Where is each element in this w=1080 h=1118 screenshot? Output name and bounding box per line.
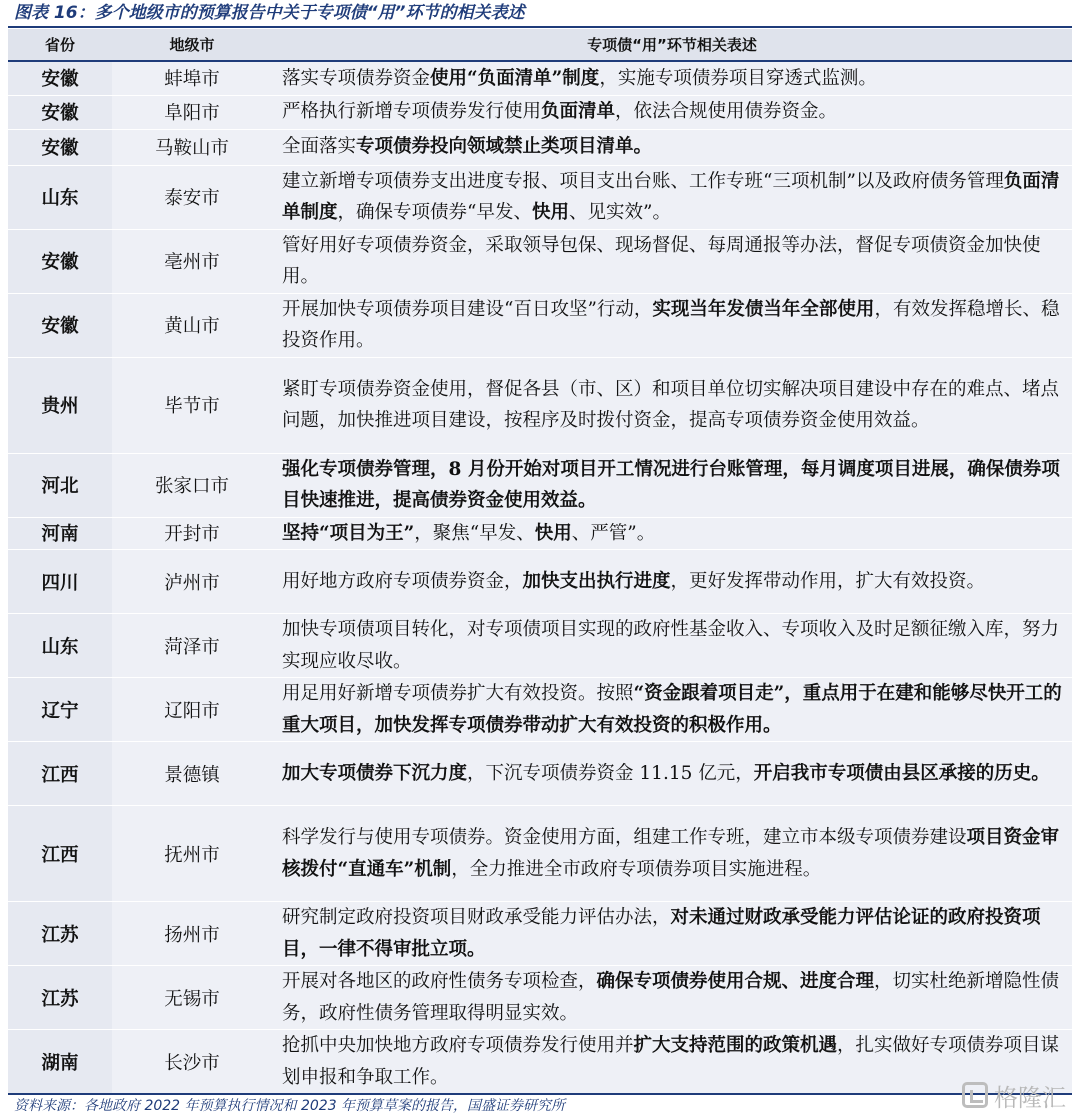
city-cell: 泸州市 — [112, 550, 272, 614]
description-cell — [272, 678, 1072, 742]
province-cell: 四川 — [8, 550, 112, 614]
description-bold-segment: 确保专项债券使用合规、进度合理 — [596, 971, 875, 992]
description-segment: 开展对各地区的政府性债务专项检查， — [282, 971, 597, 992]
city-cell: 泰安市 — [112, 165, 272, 229]
table-row — [8, 550, 1072, 614]
province-cell: 河北 — [8, 453, 112, 517]
city-cell: 开封市 — [112, 517, 272, 550]
header-province: 省份 — [8, 29, 112, 61]
description-bold-segment: 负面清单 — [541, 101, 616, 123]
table-row — [8, 678, 1072, 742]
city-cell: 张家口市 — [112, 453, 272, 517]
description-cell — [272, 357, 1072, 453]
description-bold-segment: 使用“负面清单”制度 — [430, 67, 600, 89]
table-row — [8, 229, 1072, 293]
description-segment: 落实专项债券资金 — [282, 67, 431, 89]
description-segment: 、见实效”。 — [569, 202, 671, 223]
description-cell — [272, 966, 1072, 1030]
city-cell: 长沙市 — [112, 1030, 272, 1095]
description-segment: ，有效发挥稳增长、稳投资作用。 — [282, 298, 1060, 351]
description-segment: 抢抓中央加快地方政府专项债券发行使用并 — [282, 1035, 634, 1056]
table-row — [8, 614, 1072, 678]
description-segment: ，扎实做好专项债券项目谋划申报和争取工作。 — [282, 1035, 1060, 1088]
description-bold-segment: 扩大支持范围的政策机遇 — [633, 1035, 838, 1056]
table-row — [8, 165, 1072, 229]
description-cell — [272, 614, 1072, 678]
description-segment: 紧盯专项债券资金使用，督促各县（市、区）和项目单位切实解决项目建设中存在的难点、堵点问题，加快推进项目建设，按程序及时拨付资金，提高专项债券资金使用效益。 — [282, 378, 1060, 431]
description-cell — [272, 95, 1072, 129]
description-bold-segment: 负面清单制度 — [282, 170, 1060, 223]
city-cell: 抚州市 — [112, 806, 272, 902]
table-row — [8, 61, 1072, 95]
description-cell — [272, 517, 1072, 550]
description-cell — [272, 453, 1072, 517]
description-cell — [272, 165, 1072, 229]
description-segment: ，实施专项债券项目穿透式监测。 — [599, 67, 877, 89]
header-description: 专项债“用”环节相关表述 — [272, 29, 1072, 61]
province-cell: 河南 — [8, 517, 112, 550]
province-cell: 江西 — [8, 742, 112, 806]
province-cell: 贵州 — [8, 357, 112, 453]
description-segment: ，全力推进全市政府专项债券项目实施进程。 — [451, 858, 822, 880]
description-bold-segment: 实现当年发债当年全部使用 — [652, 298, 875, 320]
description-segment: ，更好发挥带动作用，扩大有效投资。 — [670, 570, 986, 592]
description-segment: 、严管”。 — [571, 522, 656, 544]
city-cell: 扬州市 — [112, 902, 272, 966]
description-segment: 研究制定政府投资项目财政承受能力评估办法， — [282, 907, 671, 928]
description-segment: 开展加快专项债券项目建设“百日攻坚”行动， — [282, 298, 653, 320]
table-row — [8, 293, 1072, 357]
description-segment: 科学发行与使用专项债券。资金使用方面，组建工作专班，建立市本级专项债券建设 — [282, 827, 967, 848]
description-cell — [272, 61, 1072, 95]
description-bold-segment: 项目资金审核拨付“直通车”机制 — [282, 827, 1060, 880]
description-cell — [272, 129, 1072, 165]
province-cell: 辽宁 — [8, 678, 112, 742]
city-cell: 毕节市 — [112, 357, 272, 453]
description-segment: 全面落实 — [282, 136, 357, 158]
description-cell — [272, 1030, 1072, 1095]
description-segment: ，下沉专项债券资金 11.15 亿元， — [467, 762, 754, 784]
table-row — [8, 453, 1072, 517]
header-city: 地级市 — [112, 29, 272, 61]
table-row — [8, 966, 1072, 1030]
province-cell: 安徽 — [8, 293, 112, 357]
description-segment: 加快专项债项目转化，对专项债项目实现的政府性基金收入、专项收入及时足额征缴入库，努力实现应收尽收。 — [282, 619, 1060, 672]
description-bold-segment: 快用 — [531, 202, 569, 223]
city-cell: 亳州市 — [112, 229, 272, 293]
city-cell: 蚌埠市 — [112, 61, 272, 95]
description-bold-segment: 专项债券投向领域禁止类项目清单。 — [356, 136, 653, 158]
city-cell: 黄山市 — [112, 293, 272, 357]
table-row — [8, 95, 1072, 129]
description-segment: 严格执行新增专项债券发行使用 — [282, 101, 542, 123]
city-cell: 阜阳市 — [112, 95, 272, 129]
province-cell: 江苏 — [8, 966, 112, 1030]
province-cell: 安徽 — [8, 61, 112, 95]
province-cell: 江西 — [8, 806, 112, 902]
description-segment: 建立新增专项债券支出进度专报、项目支出台账、工作专班“三项机制”以及政府债务管理 — [282, 170, 1004, 192]
figure-title: 图表 16：多个地级市的预算报告中关于专项债“用”环节的相关表述 — [14, 3, 525, 23]
description-cell — [272, 550, 1072, 614]
description-segment: 用好地方政府专项债券资金， — [282, 570, 523, 592]
description-cell — [272, 742, 1072, 806]
description-cell — [272, 902, 1072, 966]
description-segment: ，确保专项债券“早发、 — [337, 202, 532, 223]
description-cell — [272, 229, 1072, 293]
description-segment: ，切实杜绝新增隐性债务，政府性债务管理取得明显实效。 — [282, 971, 1060, 1024]
city-cell: 菏泽市 — [112, 614, 272, 678]
city-cell: 辽阳市 — [112, 678, 272, 742]
description-segment: 管好用好专项债券资金，采取领导包保、现场督促、每周通报等办法，督促专项债资金加快使用。 — [282, 234, 1041, 287]
table-row — [8, 357, 1072, 453]
province-cell: 山东 — [8, 165, 112, 229]
province-cell: 湖南 — [8, 1030, 112, 1095]
source-note: 资料来源：各地政府 2022 年预算执行情况和 2023 年预算草案的报告，国盛证券研究所 — [14, 1098, 566, 1114]
city-cell: 无锡市 — [112, 966, 272, 1030]
description-bold-segment: 对未通过财政承受能力评估论证的政府投资项目，一律不得审批立项。 — [282, 907, 1041, 960]
description-bold-segment: 加大专项债券下沉力度 — [282, 762, 468, 784]
description-cell — [272, 293, 1072, 357]
description-segment: ，聚焦“早发、 — [414, 522, 535, 544]
data-table — [8, 29, 1072, 1095]
description-bold-segment: 坚持“项目为王” — [282, 522, 415, 544]
description-cell — [272, 806, 1072, 902]
city-cell: 马鞍山市 — [112, 129, 272, 165]
watermark-logo-icon — [962, 1082, 988, 1108]
description-segment: ，依法合规使用债券资金。 — [615, 101, 838, 123]
description-bold-segment: 加快支出执行进度 — [522, 570, 671, 592]
province-cell: 安徽 — [8, 229, 112, 293]
table-row — [8, 902, 1072, 966]
table-row — [8, 1030, 1072, 1095]
province-cell: 山东 — [8, 614, 112, 678]
table-row — [8, 517, 1072, 550]
header-row — [8, 29, 1072, 61]
table-row — [8, 806, 1072, 902]
description-bold-segment: 开启我市专项债由县区承接的历史。 — [753, 762, 1050, 784]
watermark — [962, 1078, 1066, 1112]
province-cell: 安徽 — [8, 95, 112, 129]
description-bold-segment: 强化专项债券管理，8 月份开始对项目开工情况进行台账管理，每月调度项目进展，确保债券项目快速推进，提高债券资金使用效益。 — [282, 458, 1060, 511]
description-bold-segment: “资金跟着项目走”，重点用于在建和能够尽快开工的重大项目，加快发挥专项债券带动扩大有效投资的积极作用。 — [282, 683, 1062, 736]
province-cell: 安徽 — [8, 129, 112, 165]
province-cell: 江苏 — [8, 902, 112, 966]
description-bold-segment: 快用 — [534, 522, 572, 544]
table-row — [8, 742, 1072, 806]
title-rule — [8, 26, 1072, 28]
table-row — [8, 129, 1072, 165]
description-segment: 用足用好新增专项债券扩大有效投资。按照 — [282, 683, 634, 704]
city-cell: 景德镇 — [112, 742, 272, 806]
watermark-text: 格隆汇 — [994, 1083, 1066, 1112]
